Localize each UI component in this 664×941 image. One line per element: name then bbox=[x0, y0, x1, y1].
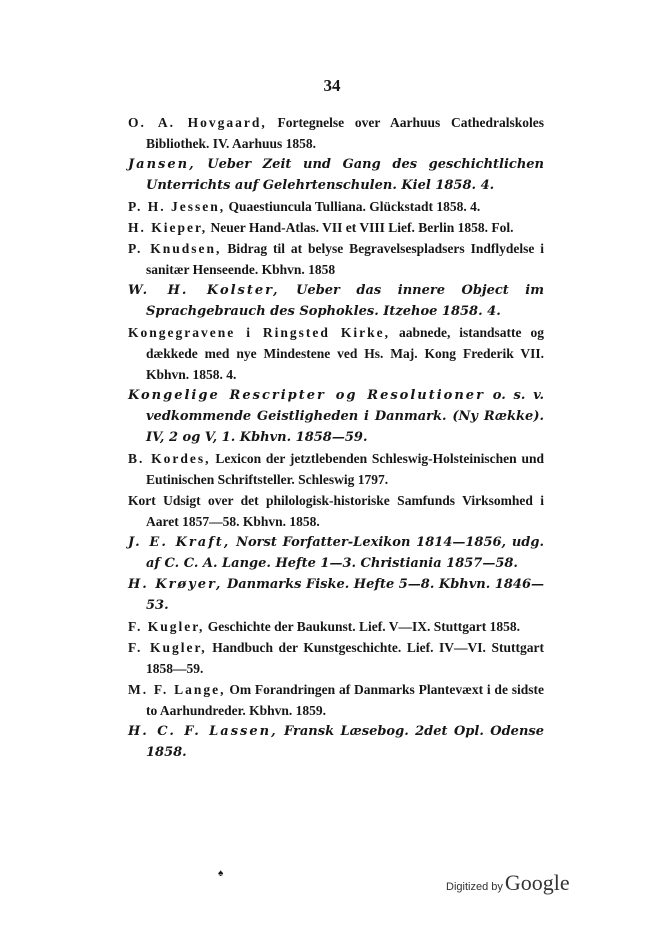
entry-text: Kort Udsigt over det philologisk-historiske Samfunds Virksomhed i Aaret 1857—58. Kbhvn. 1858. bbox=[128, 493, 544, 529]
entry-text: Handbuch der Kunstgeschichte. Lief. IV—VI. Stuttgart 1858—59. bbox=[146, 640, 544, 676]
list-item bbox=[128, 532, 544, 574]
entry-text: Norst Forfatter-Lexikon 1814—1856, udg. af C. C. A. Lange. Hefte 1—3. Christiania 1857—58. bbox=[146, 535, 544, 571]
list-item bbox=[128, 154, 544, 196]
list-item bbox=[128, 280, 544, 322]
list-item bbox=[128, 112, 544, 154]
entry-text: Om Forandringen af Danmarks Plantevæxt i de sidste to Aarhundreder. Kbhvn. 1859. bbox=[146, 682, 544, 718]
entry-text: Bidrag til at belyse Begravelsespladsers Indflydelse i sanitær Henseende. Kbhvn. 1858 bbox=[146, 241, 544, 277]
list-item bbox=[128, 196, 544, 217]
list-item bbox=[128, 490, 544, 532]
list-item bbox=[128, 679, 544, 721]
entry-author: F. Kugler, bbox=[128, 619, 205, 634]
entry-text: aabnede, istandsatte og dækkede med nye Mindestene ved Hs. Maj. Kong Frederik VII. Kbhvn. 1858. 4. bbox=[146, 325, 544, 382]
entry-author: F. Kugler, bbox=[128, 640, 207, 655]
entry-text: Ueber das innere Object im Sprachgebrauch des Sophokles. Itzehoe 1858. 4. bbox=[146, 283, 545, 319]
list-item bbox=[128, 238, 544, 280]
entry-author: H. C. F. Lassen, bbox=[128, 724, 278, 739]
entry-author: J. E. Kraft, bbox=[128, 535, 231, 550]
list-item bbox=[128, 385, 544, 448]
entry-author: Kongegravene i Ringsted Kirke, bbox=[128, 325, 390, 340]
list-item bbox=[128, 616, 544, 637]
entry-author: H. Kieper, bbox=[128, 220, 208, 235]
entry-text: Danmarks Fiske. Hefte 5—8. Kbhvn. 1846—53. bbox=[146, 577, 544, 613]
entry-text: Lexicon der jetztlebenden Schleswig-Holsteinischen und Eutinischen Schriftsteller. Schleswig 1797. bbox=[146, 451, 544, 487]
entry-author: H. Krøyer, bbox=[128, 577, 223, 592]
entry-author: O. A. Hovgaard, bbox=[128, 115, 267, 130]
entry-text: o. s. v. vedkommende Geistligheden i Danmark. (Ny Række). IV, 2 og V, 1. Kbhvn. 1858—59. bbox=[146, 388, 544, 445]
entry-author: M. F. Lange, bbox=[128, 682, 226, 697]
entry-author: B. Kordes, bbox=[128, 451, 211, 466]
entry-text: Fransk Læsebog. 2det Opl. Odense 1858. bbox=[146, 724, 544, 760]
list-item bbox=[128, 637, 544, 679]
bibliography-list bbox=[128, 112, 544, 763]
entry-text: Fortegnelse over Aarhuus Cathedralskoles Bibliothek. IV. Aarhuus 1858. bbox=[146, 115, 544, 151]
entry-text: Geschichte der Baukunst. Lief. V—IX. Stuttgart 1858. bbox=[204, 619, 521, 634]
entry-author: Jansen, bbox=[128, 157, 196, 172]
digitized-by-label: Digitized by bbox=[446, 881, 503, 893]
entry-text: Quaestiuncula Tulliana. Glückstadt 1858. 4. bbox=[225, 199, 481, 214]
list-item bbox=[128, 448, 544, 490]
entry-text: Neuer Hand-Atlas. VII et VIII Lief. Berlin 1858. Fol. bbox=[207, 220, 514, 235]
google-watermark bbox=[446, 870, 570, 896]
entry-author: P. Knudsen, bbox=[128, 241, 222, 256]
entry-author: Kongelige Rescripter og Resolutioner bbox=[128, 388, 485, 403]
google-logo: Google bbox=[504, 870, 570, 895]
list-item bbox=[128, 217, 544, 238]
list-item bbox=[128, 322, 544, 385]
entry-author: W. H. Kolster, bbox=[128, 283, 280, 298]
entry-text: Ueber Zeit und Gang des geschichtlichen Unterrichts auf Gelehrtenschulen. Kiel 1858. 4. bbox=[146, 157, 544, 193]
page-number: 34 bbox=[323, 76, 341, 95]
printer-mark: ♠ bbox=[218, 868, 224, 879]
list-item bbox=[128, 721, 544, 763]
entry-author: P. H. Jessen, bbox=[128, 199, 226, 214]
list-item bbox=[128, 574, 544, 616]
